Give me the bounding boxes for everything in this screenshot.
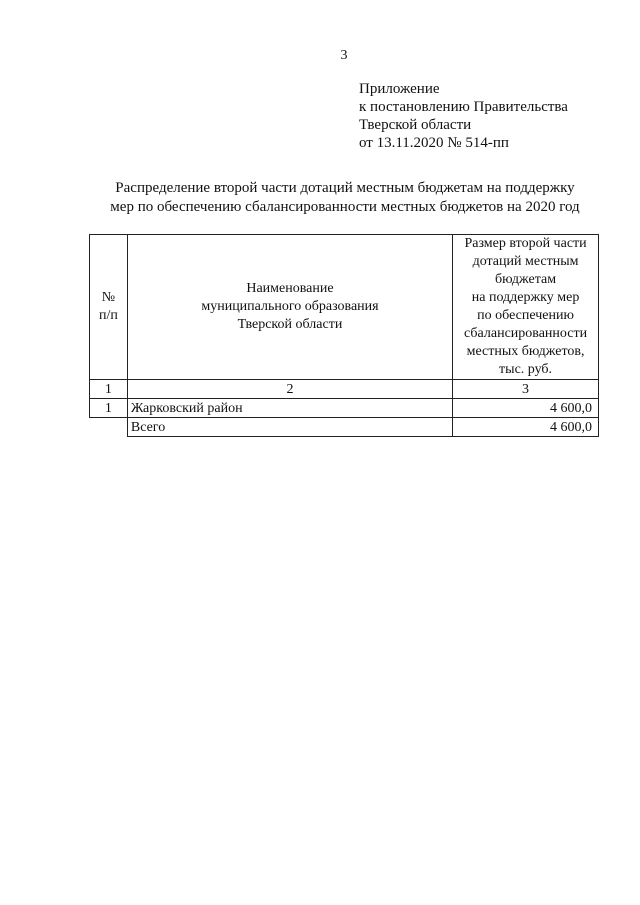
header-num-line: п/п — [98, 308, 118, 323]
table-header-row — [90, 235, 599, 380]
total-amount: 4 600,0 — [453, 418, 599, 437]
header-amount — [453, 235, 599, 380]
header-amount-line: бюджетам — [495, 272, 557, 287]
total-label: Всего — [127, 418, 452, 437]
appendix-line-4: от 13.11.2020 № 514-пп — [359, 135, 509, 151]
header-amount-line: по обеспечению — [477, 308, 574, 323]
title-line-2: мер по обеспечению сбалансированности местных бюджетов на 2020 год — [110, 199, 580, 215]
table-row — [90, 399, 599, 418]
appendix-block — [359, 80, 568, 152]
header-amount-line: на поддержку мер — [471, 290, 580, 305]
page-number: 3 — [340, 48, 348, 63]
header-amount-line: сбалансированности — [464, 326, 588, 341]
distribution-table — [89, 234, 599, 437]
index-cell: 1 — [90, 380, 128, 399]
header-name-line: муниципального образования — [201, 299, 379, 314]
header-name-line: Тверской области — [237, 317, 343, 332]
document-title — [90, 179, 600, 217]
index-cell: 2 — [127, 380, 452, 399]
table-total-row — [90, 418, 599, 437]
header-amount-line: местных бюджетов, — [466, 344, 585, 359]
appendix-line-3: Тверской области — [359, 117, 472, 133]
table-index-row — [90, 380, 599, 399]
appendix-line-1: Приложение — [359, 81, 440, 97]
index-cell: 3 — [453, 380, 599, 399]
title-line-1: Распределение второй части дотаций местным бюджетам на поддержку — [115, 180, 575, 196]
header-name-line: Наименование — [246, 281, 334, 296]
header-num — [90, 235, 128, 380]
row-num: 1 — [90, 399, 128, 418]
header-amount-line: Размер второй части — [464, 236, 587, 251]
row-name: Жарковский район — [127, 399, 452, 418]
row-amount: 4 600,0 — [453, 399, 599, 418]
header-amount-line: дотаций местным — [472, 254, 579, 269]
header-num-line: № — [101, 290, 116, 305]
total-empty-cell — [90, 418, 128, 437]
appendix-line-2: к постановлению Правительства — [359, 99, 568, 115]
header-amount-line: тыс. руб. — [499, 362, 553, 377]
header-name — [127, 235, 452, 380]
